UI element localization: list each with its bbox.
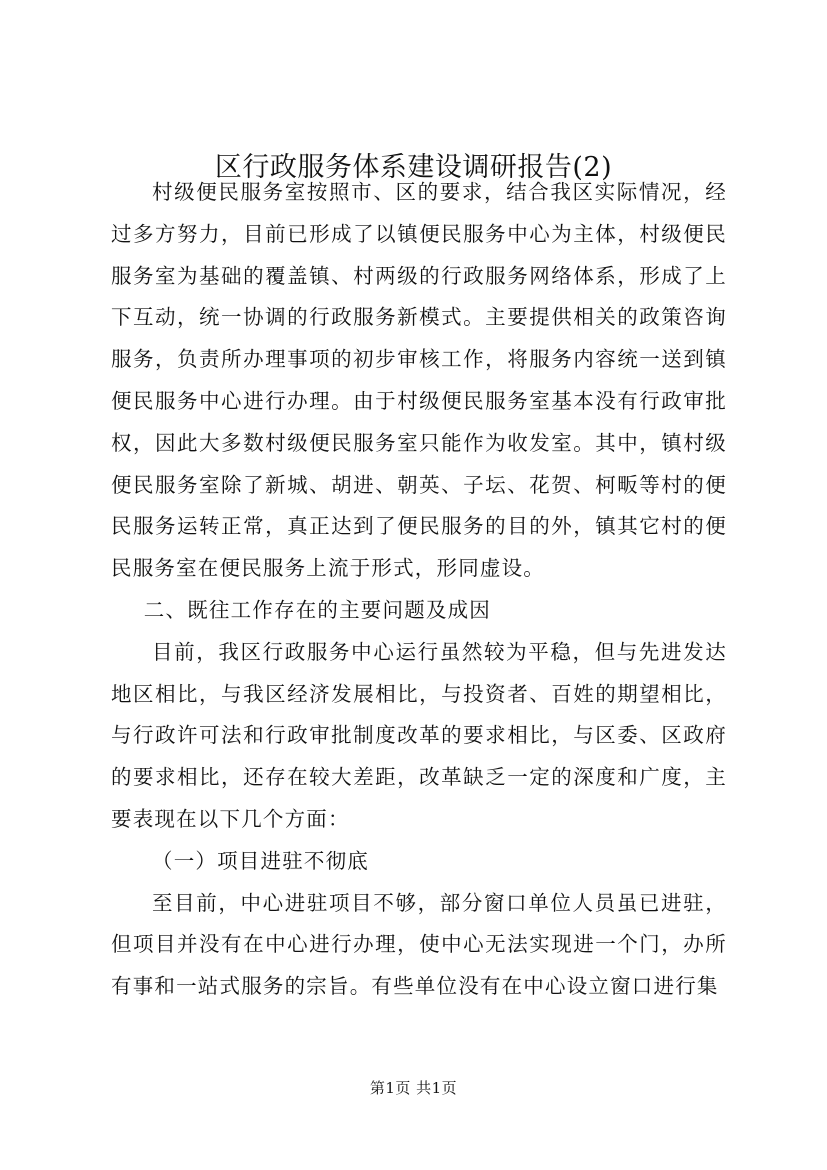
paragraph-current-situation: 目前，我区行政服务中心运行虽然较为平稳，但与先进发达地区相比，与我区经济发展相比，与投资者、百姓的期望相比，与行政许可法和行政审批制度改革的要求相比，与区委、区政府的要求相比，还存在较大差距，改革缺乏一定的深度和广度，主要表现在以下几个方面： (111, 639, 727, 831)
document-body (111, 172, 727, 1008)
paragraph-village-service-rooms: 村级便民服务室按照市、区的要求，结合我区实际情况，经过多方努力，目前已形成了以镇便民服务中心为主体，村级便民服务室为基础的覆盖镇、村两级的行政服务网络体系，形成了上下互动，统一协调的行政服务新模式。主要提供相关的政策咨询服务，负责所办理事项的初步审核工作，将服务内容统一送到镇便民服务中心进行办理。由于村级便民服务室基本没有行政审批权，因此大多数村级便民服务室只能作为收发室。其中，镇村级便民服务室除了新城、胡进、朝英、子坛、花贺、柯畈等村的便民服务运转正常，真正达到了便民服务的目的外，镇其它村的便民服务室在便民服务上流于形式，形同虚设。 (111, 180, 727, 581)
subsection-heading-projects: （一）项目进驻不彻底 (152, 848, 369, 873)
document-title: 区行政服务体系建设调研报告(2) (214, 152, 613, 183)
section-heading-problems: 二、既往工作存在的主要问题及成因 (143, 597, 491, 622)
page-number-footer: 第1页 共1页 (369, 1079, 458, 1097)
paragraph-projects-detail: 至目前，中心进驻项目不够，部分窗口单位人员虽已进驻，但项目并没有在中心进行办理，使中心无法实现进一个门，办所有事和一站式服务的宗旨。有些单位没有在中心设立窗口进行集 (111, 890, 727, 999)
